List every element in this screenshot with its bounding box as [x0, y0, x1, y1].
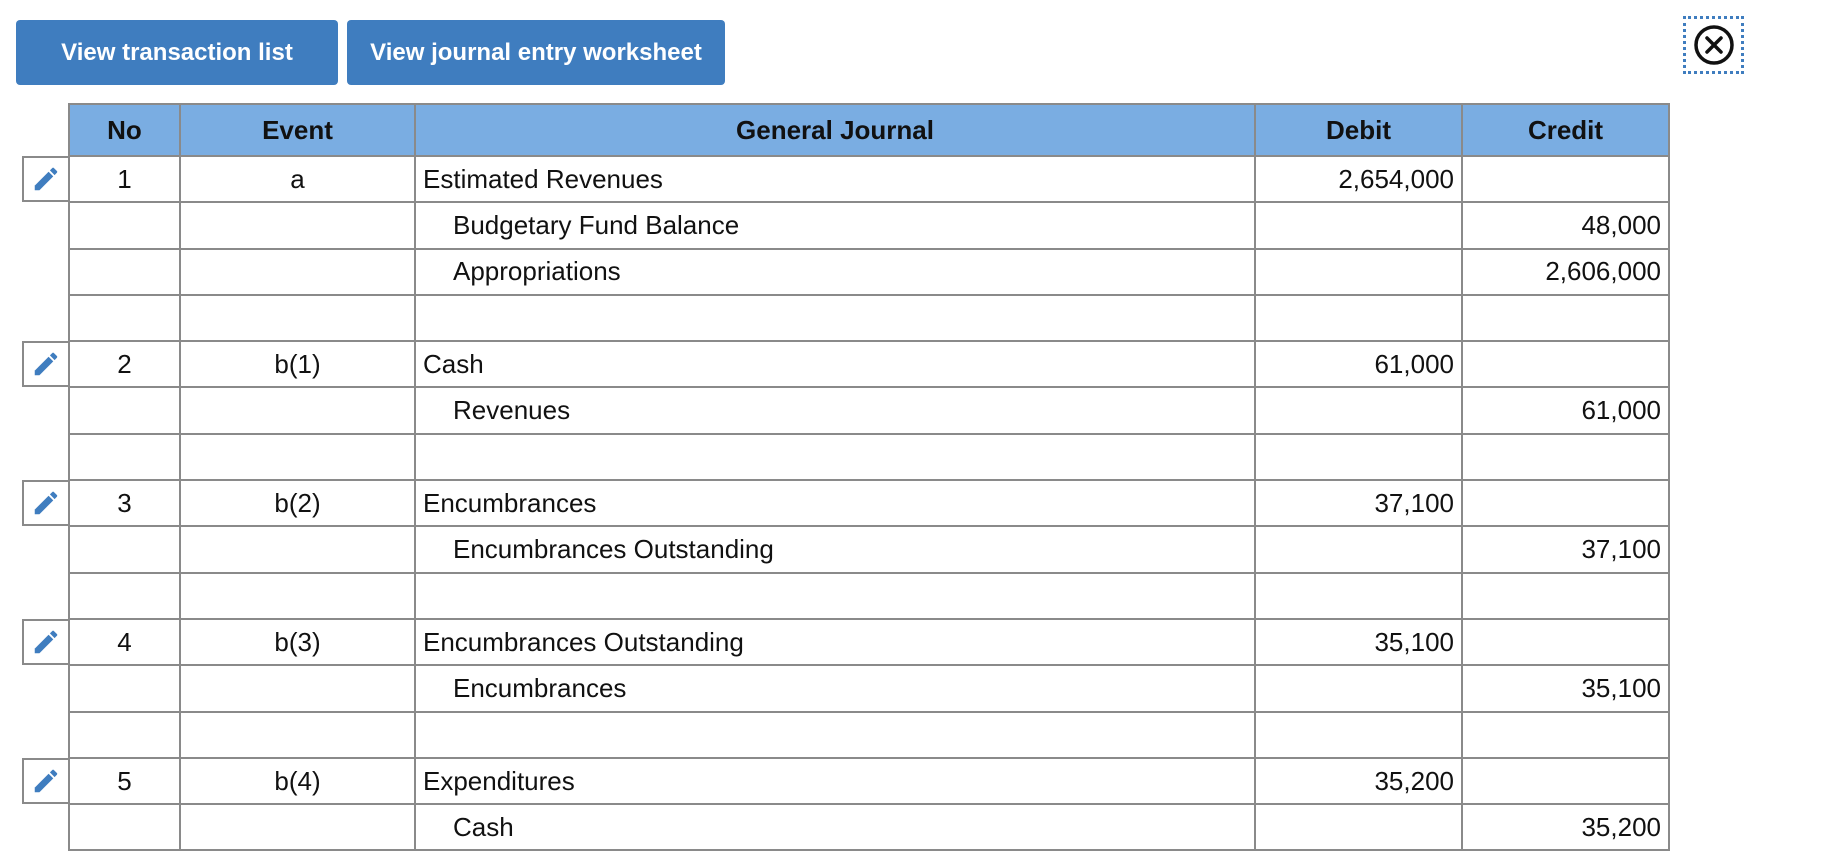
cell-account: Encumbrances Outstanding: [415, 619, 1255, 665]
cell-credit: 48,000: [1462, 202, 1669, 248]
cell-debit: [1255, 295, 1462, 341]
cell-event: [180, 804, 415, 850]
cell-no: 4: [69, 619, 180, 665]
table-row: [69, 202, 1669, 248]
pencil-icon: [31, 164, 61, 194]
cell-credit: [1462, 295, 1669, 341]
edit-entry-button[interactable]: [22, 619, 68, 665]
view-transaction-list-button[interactable]: View transaction list: [16, 20, 338, 85]
cell-debit: [1255, 665, 1462, 711]
view-journal-entry-worksheet-button[interactable]: View journal entry worksheet: [347, 20, 725, 85]
table-row: [69, 249, 1669, 295]
cell-event: b(1): [180, 341, 415, 387]
cell-account: [415, 573, 1255, 619]
table-row: [69, 573, 1669, 619]
cell-event: [180, 573, 415, 619]
edit-entry-button[interactable]: [22, 758, 68, 804]
cell-debit: [1255, 202, 1462, 248]
cell-no: 5: [69, 758, 180, 804]
table-row: [69, 619, 1669, 665]
table-row: [69, 295, 1669, 341]
cell-event: [180, 712, 415, 758]
cell-account: Cash: [415, 341, 1255, 387]
cell-credit: 37,100: [1462, 526, 1669, 572]
cell-no: [69, 387, 180, 433]
cell-event: b(4): [180, 758, 415, 804]
column-header-credit: Credit: [1462, 104, 1669, 156]
cell-account: Encumbrances Outstanding: [415, 526, 1255, 572]
column-header-no: No: [69, 104, 180, 156]
table-header-row: [69, 104, 1669, 156]
cell-event: b(2): [180, 480, 415, 526]
cell-credit: [1462, 156, 1669, 202]
cell-event: [180, 295, 415, 341]
cell-account: Encumbrances: [415, 665, 1255, 711]
cell-account: Cash: [415, 804, 1255, 850]
cell-account: Expenditures: [415, 758, 1255, 804]
cell-event: [180, 665, 415, 711]
cell-event: [180, 434, 415, 480]
close-button[interactable]: [1683, 16, 1744, 74]
table-row: [69, 665, 1669, 711]
close-circle-icon: [1692, 23, 1736, 67]
table-row: [69, 341, 1669, 387]
cell-debit: [1255, 526, 1462, 572]
cell-no: 3: [69, 480, 180, 526]
table-row: [69, 480, 1669, 526]
cell-credit: 61,000: [1462, 387, 1669, 433]
cell-no: [69, 249, 180, 295]
edit-entry-button[interactable]: [22, 480, 68, 526]
cell-debit: [1255, 804, 1462, 850]
cell-no: 2: [69, 341, 180, 387]
column-header-debit: Debit: [1255, 104, 1462, 156]
cell-account: Encumbrances: [415, 480, 1255, 526]
cell-account: [415, 295, 1255, 341]
table-row: [69, 526, 1669, 572]
cell-debit: [1255, 434, 1462, 480]
table-row: [69, 712, 1669, 758]
cell-no: [69, 295, 180, 341]
table-row: [69, 804, 1669, 850]
cell-no: [69, 434, 180, 480]
cell-account: Budgetary Fund Balance: [415, 202, 1255, 248]
table-row: [69, 434, 1669, 480]
cell-credit: [1462, 758, 1669, 804]
cell-no: [69, 526, 180, 572]
cell-account: Revenues: [415, 387, 1255, 433]
cell-event: [180, 249, 415, 295]
cell-debit: 35,200: [1255, 758, 1462, 804]
cell-debit: 61,000: [1255, 341, 1462, 387]
cell-credit: [1462, 712, 1669, 758]
cell-debit: [1255, 573, 1462, 619]
pencil-icon: [31, 627, 61, 657]
cell-event: [180, 526, 415, 572]
cell-account: Appropriations: [415, 249, 1255, 295]
cell-credit: [1462, 573, 1669, 619]
cell-debit: 37,100: [1255, 480, 1462, 526]
cell-credit: [1462, 619, 1669, 665]
table-row: [69, 387, 1669, 433]
column-header-general-journal: General Journal: [415, 104, 1255, 156]
cell-no: 1: [69, 156, 180, 202]
cell-event: b(3): [180, 619, 415, 665]
edit-entry-button[interactable]: [22, 156, 68, 202]
cell-credit: [1462, 341, 1669, 387]
cell-no: [69, 804, 180, 850]
general-journal-table: [68, 103, 1670, 851]
cell-credit: 35,100: [1462, 665, 1669, 711]
cell-event: a: [180, 156, 415, 202]
cell-event: [180, 387, 415, 433]
table-row: [69, 758, 1669, 804]
cell-debit: [1255, 387, 1462, 433]
cell-credit: [1462, 434, 1669, 480]
cell-account: [415, 712, 1255, 758]
cell-debit: [1255, 249, 1462, 295]
cell-account: [415, 434, 1255, 480]
pencil-icon: [31, 766, 61, 796]
column-header-event: Event: [180, 104, 415, 156]
pencil-icon: [31, 349, 61, 379]
cell-credit: 35,200: [1462, 804, 1669, 850]
cell-debit: [1255, 712, 1462, 758]
table-row: [69, 156, 1669, 202]
cell-no: [69, 202, 180, 248]
cell-credit: 2,606,000: [1462, 249, 1669, 295]
cell-debit: 35,100: [1255, 619, 1462, 665]
cell-event: [180, 202, 415, 248]
edit-entry-button[interactable]: [22, 341, 68, 387]
cell-debit: 2,654,000: [1255, 156, 1462, 202]
cell-account: Estimated Revenues: [415, 156, 1255, 202]
pencil-icon: [31, 488, 61, 518]
toolbar: [16, 20, 725, 85]
cell-no: [69, 573, 180, 619]
cell-credit: [1462, 480, 1669, 526]
cell-no: [69, 665, 180, 711]
cell-no: [69, 712, 180, 758]
